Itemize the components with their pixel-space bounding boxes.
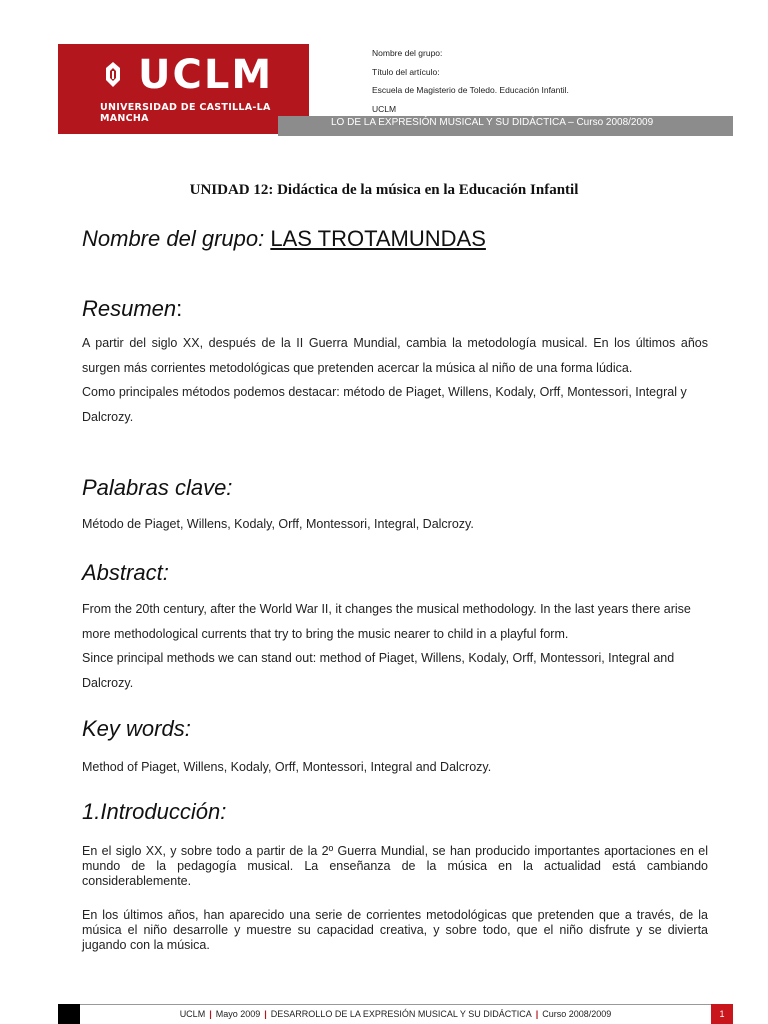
abstract-body (82, 597, 708, 695)
resumen-colon: : (176, 296, 183, 321)
group-label: Nombre del grupo: (82, 226, 265, 251)
keywords-text: Method of Piaget, Willens, Kodaly, Orff, Montessori, Integral and Dalcrozy. (82, 760, 492, 774)
meta-university: UCLM (372, 103, 397, 114)
intro-heading: 1.Introducción: (82, 799, 227, 824)
abstract-heading: Abstract: (82, 560, 169, 585)
footer-date: Mayo 2009 (215, 1009, 261, 1019)
footer-separator: | (264, 1009, 267, 1019)
abstract-paragraph-2: Since principal methods we can stand out: method of Piaget, Willens, Kodaly, Orff, Montessori, Integral and Dalcrozy. (82, 651, 675, 690)
resumen-heading (82, 296, 182, 322)
footer-text (58, 1009, 733, 1019)
footer-rule (80, 1004, 733, 1005)
unit-title: UNIDAD 12: Didáctica de la música en la Educación Infantil (189, 182, 579, 198)
resumen-body (82, 331, 708, 429)
group-name: LAS TROTAMUNDAS (270, 226, 486, 251)
meta-school: Escuela de Magisterio de Toledo. Educación Infantil. (372, 85, 569, 95)
footer-separator: | (535, 1009, 539, 1019)
meta-article-label: Título del artículo: (372, 66, 440, 77)
palabras-text: Método de Piaget, Willens, Kodaly, Orff, Montessori, Integral, Dalcrozy. (82, 517, 474, 531)
header-bar-text: LO DE LA EXPRESIÓN MUSICAL Y SU DIDÁCTICA – Curso 2008/2009 (331, 117, 654, 128)
logo-wordmark: UCLM (138, 52, 274, 98)
footer-separator: | (209, 1009, 212, 1019)
intro-paragraph-1: En el siglo XX, y sobre todo a partir de la 2º Guerra Mundial, se han producido importantes aportaciones en el mundo de la pedagogía musical. La enseñanza de la música en la actualidad está cambiando considerablemente. (82, 844, 708, 888)
logo-subtitle: UNIVERSIDAD DE CASTILLA-LA MANCHA (100, 102, 271, 124)
resumen-paragraph-1: A partir del siglo XX, después de la II Guerra Mundial, cambia la metodología musical. En los últimos años surgen más corrientes metodológicas que pretenden acercar la música al niño de una forma lúdica. (82, 336, 708, 375)
footer-university: UCLM (179, 1009, 206, 1019)
resumen-heading-text: Resumen (82, 296, 177, 321)
uclm-logo (58, 44, 309, 134)
page-number: 1 (711, 1004, 733, 1024)
group-heading (82, 226, 486, 252)
abstract-paragraph-1: From the 20th century, after the World War II, it changes the musical methodology. In the last years there arise more methodological currents that try to bring the music nearer to child in a playful form. (82, 602, 691, 641)
keywords-heading: Key words: (82, 716, 191, 741)
resumen-paragraph-2: Como principales métodos podemos destacar: método de Piaget, Willens, Kodaly, Orff, Montessori, Integral y Dalcrozy. (82, 385, 687, 424)
footer-course-name: DESARROLLO DE LA EXPRESIÓN MUSICAL Y SU DIDÁCTICA (270, 1009, 532, 1019)
meta-group-label: Nombre del grupo: (372, 48, 443, 58)
palabras-heading: Palabras clave: (82, 475, 233, 500)
header-meta (372, 44, 569, 118)
footer-course-year: Curso 2008/2009 (542, 1009, 612, 1019)
page-footer (58, 1004, 733, 1024)
university-emblem-icon (98, 60, 128, 90)
intro-paragraph-2: En los últimos años, han aparecido una serie de corrientes metodológicas que pretenden que a través, de la música el niño desarrolle y muestre su capacidad creativa, y sobre todo, que el niño disfrute y se divierta jugando con la música. (82, 908, 708, 952)
